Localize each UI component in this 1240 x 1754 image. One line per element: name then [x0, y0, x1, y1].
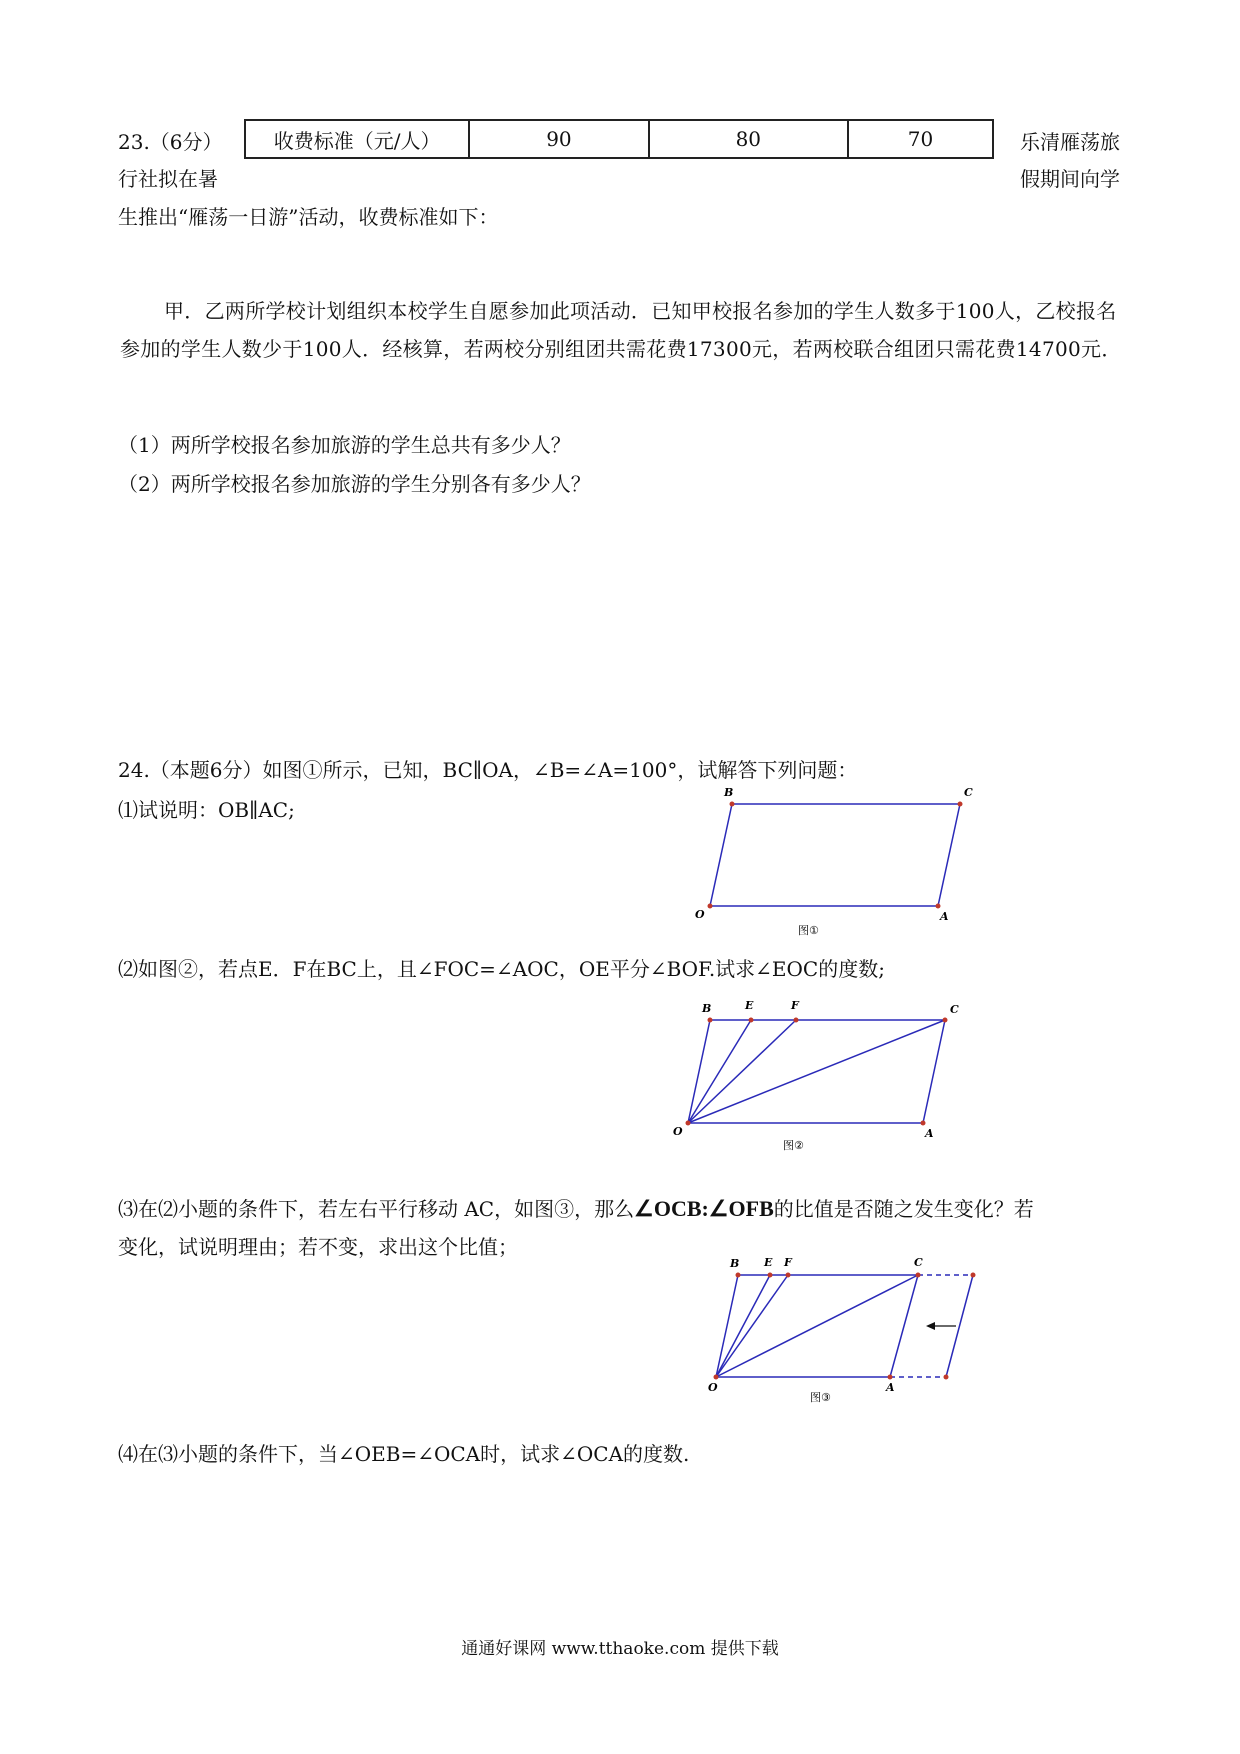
figure-2-caption: 图②: [783, 1139, 804, 1152]
point-label-c: C: [914, 1256, 923, 1269]
figure-3: [700, 1255, 990, 1415]
q23-subquestion-1: （1）两所学校报名参加旅游的学生总共有多少人？: [118, 433, 571, 457]
point-label-o: O: [695, 908, 705, 921]
figure-2: [665, 995, 975, 1155]
q23-subquestion-2: （2）两所学校报名参加旅游的学生分别各有多少人？: [118, 472, 591, 496]
point-label-a: A: [925, 1127, 934, 1140]
point-label-a: A: [940, 910, 949, 923]
q24-part-3-ratio: ∠OCB:∠OFB: [634, 1196, 774, 1221]
figure-3-caption: 图③: [810, 1391, 831, 1404]
fee-table-cell: 80: [649, 120, 848, 158]
fee-table-cell: 90: [469, 120, 649, 158]
q24-part-4: ⑷在⑶小题的条件下，当∠OEB=∠OCA时，试求∠OCA的度数.: [118, 1442, 690, 1466]
point-label-b: B: [724, 786, 734, 799]
point-label-b: B: [730, 1257, 740, 1270]
q23-intro-right-1: 乐清雁荡旅: [1020, 130, 1120, 154]
point-label-f: F: [784, 1256, 792, 1269]
point-label-c: C: [950, 1003, 959, 1016]
q24-part-3-line-2: 变化，试说明理由；若不变，求出这个比值；: [118, 1235, 518, 1259]
q23-number: 23.（6分）: [118, 130, 223, 154]
arrow-left-icon: [926, 1322, 956, 1330]
point-label-o: O: [673, 1125, 683, 1138]
q24-part-1: ⑴试说明：OB∥AC;: [118, 798, 295, 822]
q23-intro-line-3: 生推出“雁荡一日游”活动，收费标准如下：: [118, 205, 499, 229]
point-label-b: B: [702, 1002, 712, 1015]
q24-part-3-line-1: [118, 1195, 1034, 1223]
figure-1: [690, 780, 980, 940]
fee-table-header-cell: 收费标准（元/人）: [245, 120, 469, 158]
page-footer: 通通好课网 www.tthaoke.com 提供下载: [461, 1639, 779, 1659]
point-label-e: E: [764, 1256, 773, 1269]
point-label-c: C: [964, 786, 973, 799]
q24-part-2: ⑵如图②，若点E．F在BC上，且∠FOC=∠AOC，OE平分∠BOF.试求∠EOC的度数;: [118, 957, 885, 981]
point-label-e: E: [745, 999, 754, 1012]
point-label-a: A: [886, 1381, 895, 1394]
q24-part-3-text-a: ⑶在⑵小题的条件下，若左右平行移动 AC，如图③，那么: [118, 1197, 635, 1221]
figure-1-caption: 图①: [798, 924, 819, 937]
q24-part-3-text-b: 的比值是否随之发生变化？若: [773, 1197, 1034, 1221]
q23-intro-right-2: 假期间向学: [1020, 167, 1120, 191]
table-row: [245, 120, 993, 158]
point-label-f: F: [791, 999, 799, 1012]
fee-table-cell: 70: [848, 120, 993, 158]
q23-body: 甲．乙两所学校计划组织本校学生自愿参加此项活动．已知甲校报名参加的学生人数多于100人，乙校报名参加的学生人数少于100人．经核算，若两校分别组团共需花费17300元，若两校联合组团只需花费14700元．: [120, 299, 1122, 361]
q23-intro-left-2: 行社拟在暑: [118, 167, 218, 191]
fee-table: [244, 119, 994, 159]
point-label-o: O: [708, 1381, 718, 1394]
q24-intro: 24.（本题6分）如图①所示，已知，BC∥OA，∠B=∠A=100°，试解答下列问题：: [118, 758, 858, 782]
